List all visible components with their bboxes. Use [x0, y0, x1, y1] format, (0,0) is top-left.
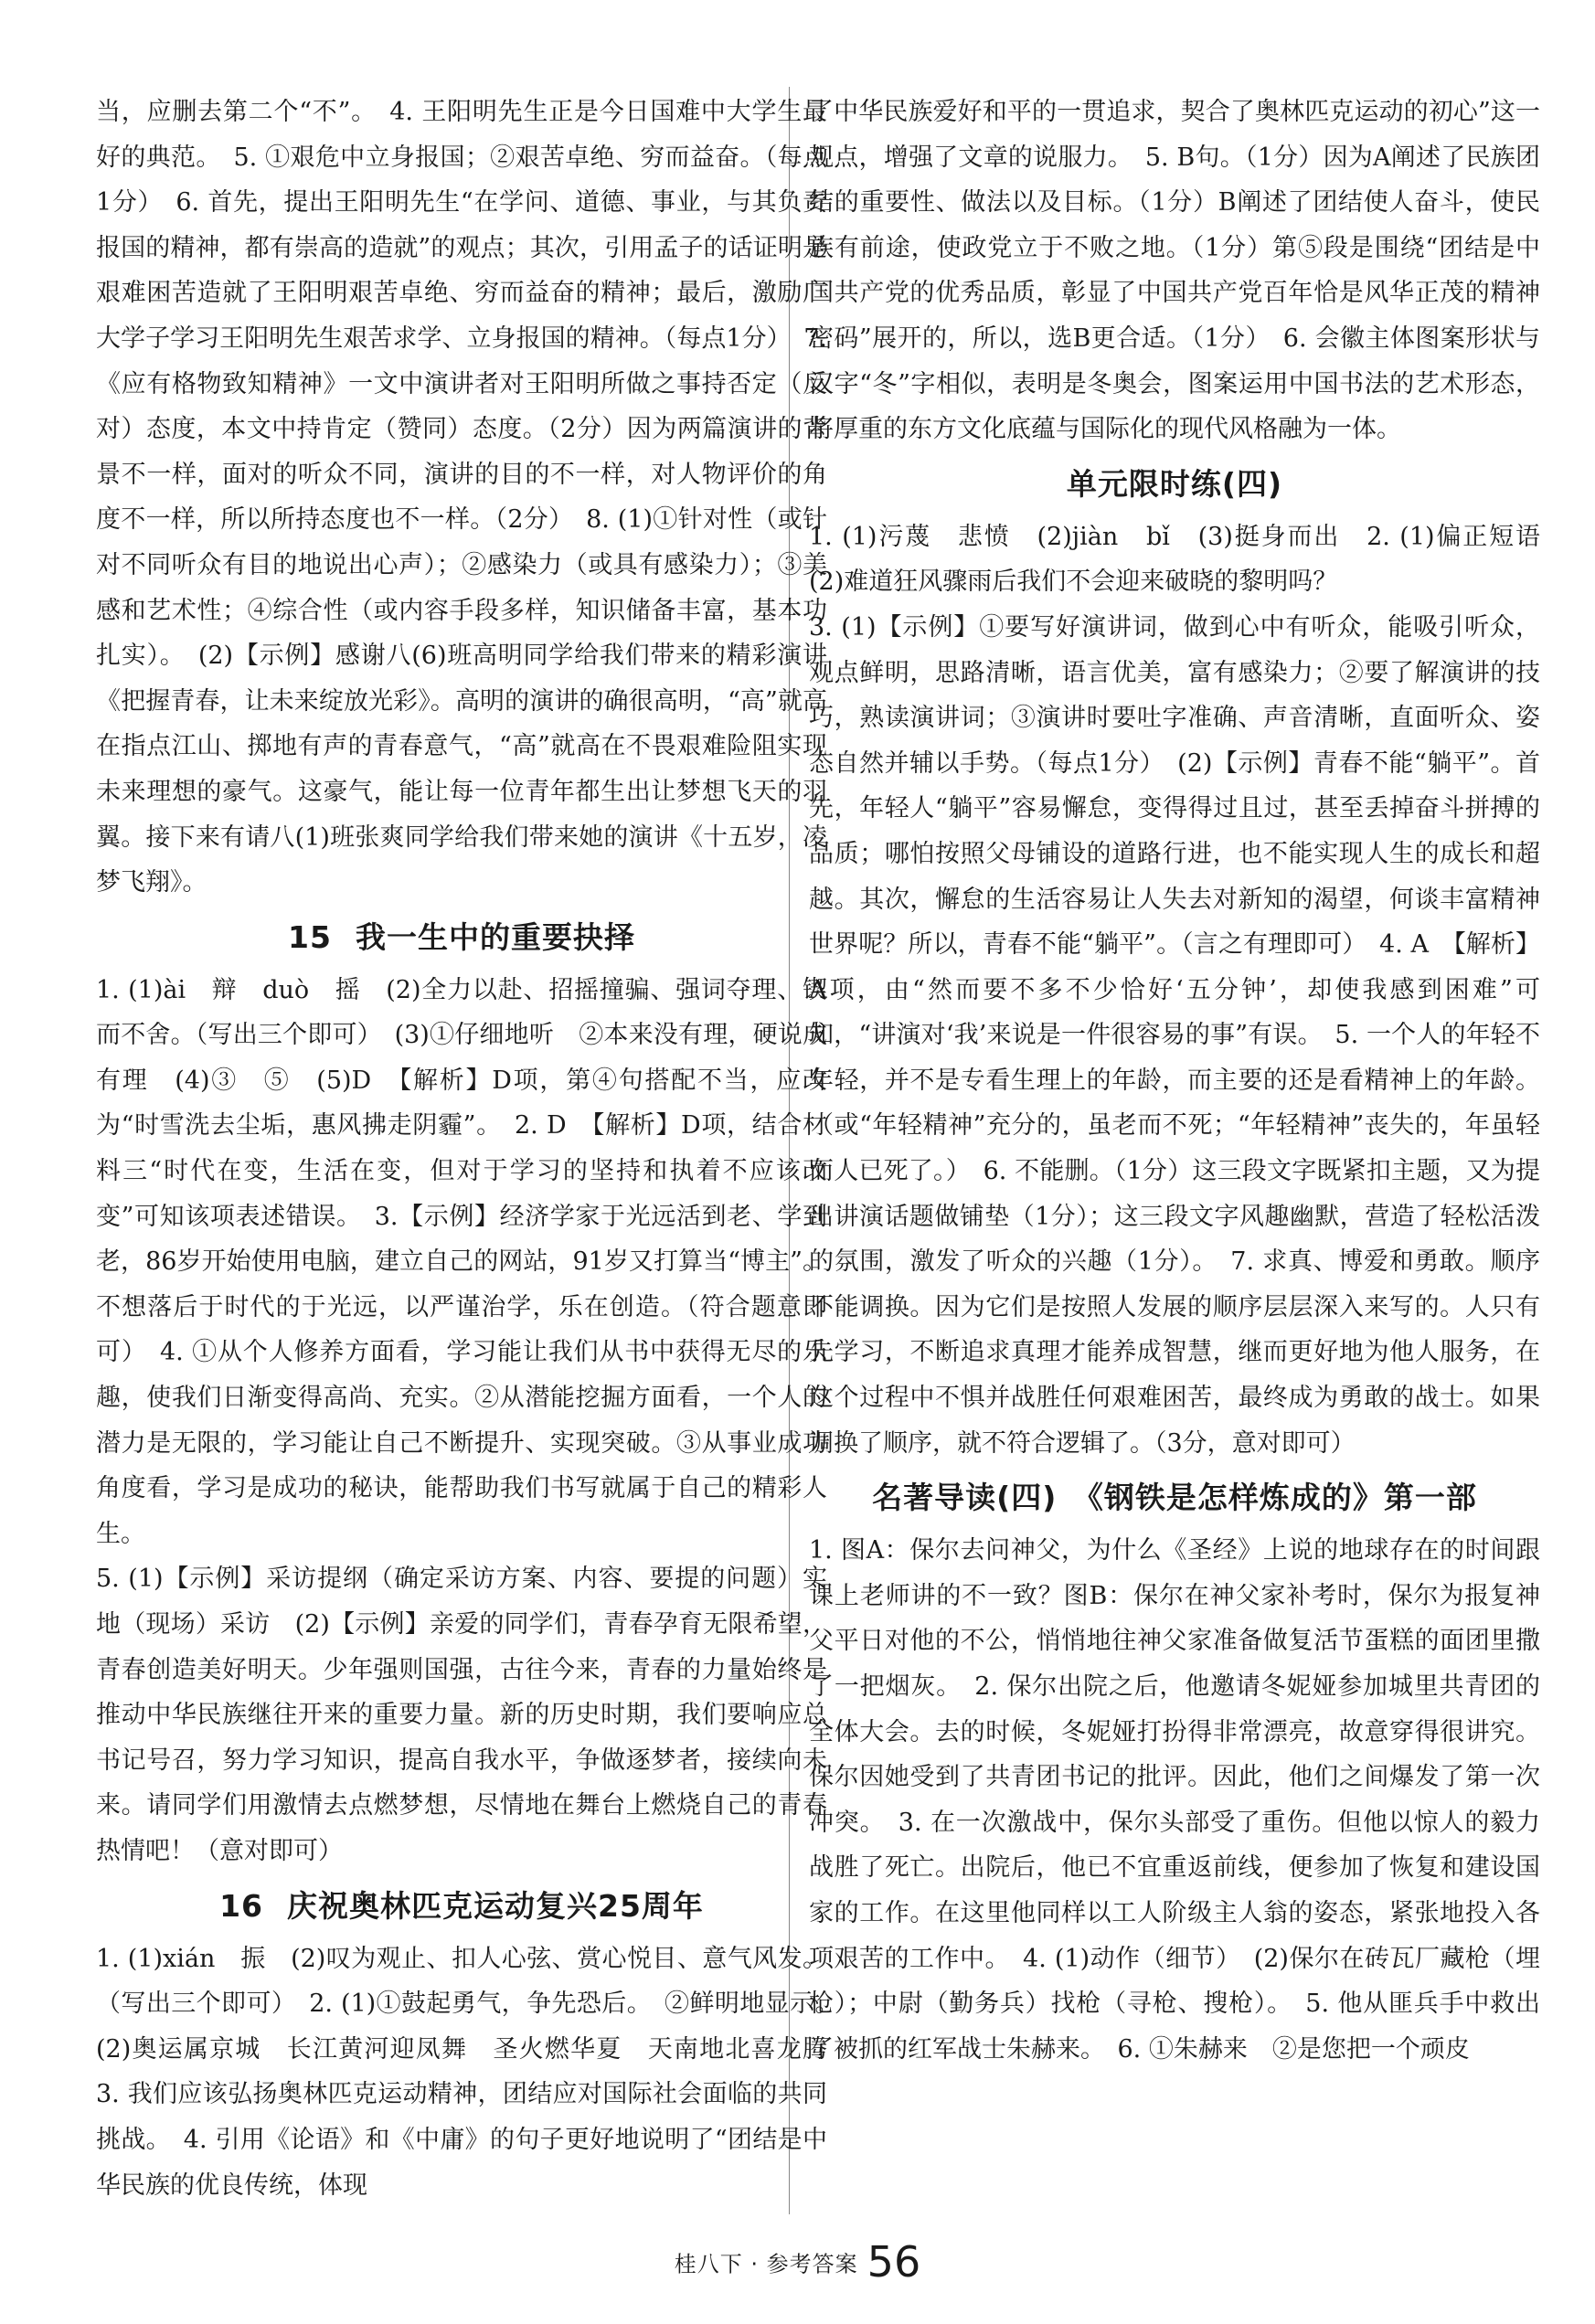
section-number: 15	[288, 918, 332, 955]
answer-block: 3. (1)【示例】①要写好演讲词，做到心中有听众，能吸引听众，观点鲜明，思路清晰，语言优美，富有感染力；②要了解演讲的技巧，熟读演讲词；③演讲时要吐字准确、声音清晰，直面听众、姿态自然并辅以手势。（每点1分） (2)【示例】青春不能“躺平”。首先，年轻人“躺平”容易懈怠，变得得过且过，甚至丢掉奋斗拼搏的品质；哪怕按照父母铺设的道路行进，也不能实现人生的成长和超越。其次，懈怠的生活容易让人失去对新知的渴望，何谈丰富精神世界呢？所以，青春不能“躺平”。（言之有理即可） 4. A 【解析】A项，由“然而要不多不少恰好‘五分钟’，却使我感到困难”可知，“讲演对‘我’来说是一件很容易的事”有误。 5. 一个人的年轻不年轻，并不是专看生理上的年龄，而主要的还是看精神上的年龄。（或“年轻精神”充分的，虽老而不死；“年轻精神”丧失的，年虽轻而人已死了。） 6. 不能删。（1分）这三段文字既紧扣主题，又为提出讲演话题做铺垫（1分）；这三段文字风趣幽默，营造了轻松活泼的氛围，激发了听众的兴趣（1分）。 7. 求真、博爱和勇敢。顺序不能调换。因为它们是按照人发展的顺序层层深入来写的。人只有先学习，不断追求真理才能养成智慧，继而更好地为他人服务，在这个过程中不惧并战胜任何艰难困苦，最终成为勇敢的战士。如果调换了顺序，就不符合逻辑了。（3分，意对即可）	[809, 612, 1540, 1458]
answer-block: 1. (1)污蔑 悲愤 (2)jiàn bǐ (3)挺身而出 2. (1)偏正短语 (2)难道狂风骤雨后我们不会迎来破晓的黎明吗？	[809, 522, 1540, 597]
footer-label: 桂八下 · 参考答案	[674, 2251, 858, 2277]
right-column	[809, 90, 1540, 2210]
answer-block: 1. (1)xián 振 (2)叹为观止、扣人心弦、赏心悦目、意气风发。（写出三个即可） 2. (1)①鼓起勇气，争先恐后。 ②鲜明地显示。 (2)奥运属京城 长江黄河迎凤舞 圣火燃华夏 天南地北喜龙腾 3. 我们应该弘扬奥林匹克运动精神，团结应对国际社会面临的共同挑战。 4. 引用《论语》和《中庸》的句子更好地说明了“团结是中华民族的优良传统，体现	[96, 1944, 827, 2200]
answer-block: 1. 图A：保尔去问神父，为什么《圣经》上说的地球存在的时间跟课上老师讲的不一致？图B：保尔在神父家补考时，保尔为报复神父平日对他的不公，悄悄地往神父家准备做复活节蛋糕的面团里撒了一把烟灰。 2. 保尔出院之后，他邀请冬妮娅参加城里共青团的全体大会。去的时候，冬妮娅打扮得非常漂亮，故意穿得很讲究。保尔因她受到了共青团书记的批评。因此，他们之间爆发了第一次冲突。 3. 在一次激战中，保尔头部受了重伤。但他以惊人的毅力战胜了死亡。出院后，他已不宜重返前线，便参加了恢复和建设国家的工作。在这里他同样以工人阶级主人翁的姿态，紧张地投入各项艰苦的工作中。 4. (1)动作（细节） (2)保尔在砖瓦厂藏枪（埋枪）；中尉（勤务兵）找枪（寻枪、搜枪）。 5. 他从匪兵手中救出了被抓的红军战士朱赫来。 6. ①朱赫来 ②是您把一个顽皮	[809, 1536, 1540, 2064]
left-column	[96, 90, 827, 2210]
section-heading: 名著导读(四) 《钢铁是怎样炼成的》第一部	[872, 1480, 1477, 1516]
answer-block: 5. (1)【示例】采访提纲（确定采访方案、内容、要提的问题）实地（现场）采访 (2)【示例】亲爱的同学们，青春孕育无限希望，青春创造美好明天。少年强则国强，古往今来，青春的力量始终是推动中华民族继往开来的重要力量。新的历史时期，我们要响应总书记号召，努力学习知识，提高自我水平，争做逐梦者，接续向未来。请同学们用激情去点燃梦想，尽情地在舞台上燃烧自己的青春热情吧！（意对即可）	[96, 1565, 827, 1865]
section-heading	[96, 1884, 827, 1929]
section-heading: 单元限时练(四)	[1066, 465, 1283, 502]
section-heading	[96, 915, 827, 960]
section-number: 16	[219, 1887, 263, 1924]
answer-block: 1. (1)ài 辩 duò 摇 (2)全力以赴、招摇撞骗、强词夺理、锲而不舍。（写出三个即可） (3)①仔细地听 ②本来没有理，硬说成有理 (4)③ ⑤ (5)D 【解析】D项，第④句搭配不当，应改为“时雪洗去尘垢，惠风拂走阴霾”。 2. D 【解析】D项，结合材料三“时代在变，生活在变，但对于学习的坚持和执着不应该改变”可知该项表述错误。 3.【示例】经济学家于光远活到老、学到老，86岁开始使用电脑，建立自己的网站，91岁又打算当“博主”。不想落后于时代的于光远，以严谨治学，乐在创造。（符合题意即可） 4. ①从个人修养方面看，学习能让我们从书中获得无尽的乐趣，使我们日渐变得高尚、充实。②从潜能挖掘方面看，一个人的潜力是无限的，学习能让自己不断提升、实现突破。③从事业成功角度看，学习是成功的秘诀，能帮助我们书写就属于自己的精彩人生。	[96, 975, 827, 1548]
answer-block: 当，应删去第二个“不”。 4. 王阳明先生正是今日国难中大学生最好的典范。 5. ①艰危中立身报国；②艰苦卓绝、穷而益奋。（每点1分） 6. 首先，提出王阳明先生“在学问、道德、事业，与其负责报国的精神，都有崇高的造就”的观点；其次，引用孟子的话证明是艰难困苦造就了王阳明艰苦卓绝、穷而益奋的精神；最后，激励广大学子学习王阳明先生艰苦求学、立身报国的精神。（每点1分） 7.《应有格物致知精神》一文中演讲者对王阳明所做之事持否定（反对）态度，本文中持肯定（赞同）态度。（2分）因为两篇演讲的背景不一样，面对的听众不同，演讲的目的不一样，对人物评价的角度不一样，所以所持态度也不一样。（2分） 8. (1)①针对性（或针对不同听众有目的地说出心声）；②感染力（或具有感染力）；③美感和艺术性；④综合性（或内容手段多样，知识储备丰富，基本功扎实）。 (2)【示例】感谢八(6)班高明同学给我们带来的精彩演讲《把握青春，让未来绽放光彩》。高明的演讲的确很高明，“高”就高在指点江山、掷地有声的青春意气，“高”就高在不畏艰难险阻实现未来理想的豪气。这豪气，能让每一位青年都生出让梦想飞天的羽翼。接下来有请八(1)班张爽同学给我们带来她的演讲《十五岁，凌梦飞翔》。	[96, 98, 827, 897]
page-footer	[0, 2237, 1595, 2287]
answer-block: 了中华民族爱好和平的一贯追求，契合了奥林匹克运动的初心”这一观点，增强了文章的说服力。 5. B句。（1分）因为A阐述了民族团结的重要性、做法以及目标。（1分）B阐述了团结使人奋斗，使民族有前途，使政党立于不败之地。（1分）第⑤段是围绕“团结是中国共产党的优秀品质，彰显了中国共产党百年恰是风华正茂的精神密码”展开的，所以，选B更合适。（1分） 6. 会徽主体图案形状与汉字“冬”字相似，表明是冬奥会，图案运用中国书法的艺术形态，将厚重的东方文化底蕴与国际化的现代风格融为一体。	[809, 98, 1540, 444]
section-title: 我一生中的重要抉择	[355, 918, 635, 955]
page-number: 56	[867, 2237, 921, 2287]
section-title: 庆祝奥林匹克运动复兴25周年	[287, 1887, 704, 1924]
